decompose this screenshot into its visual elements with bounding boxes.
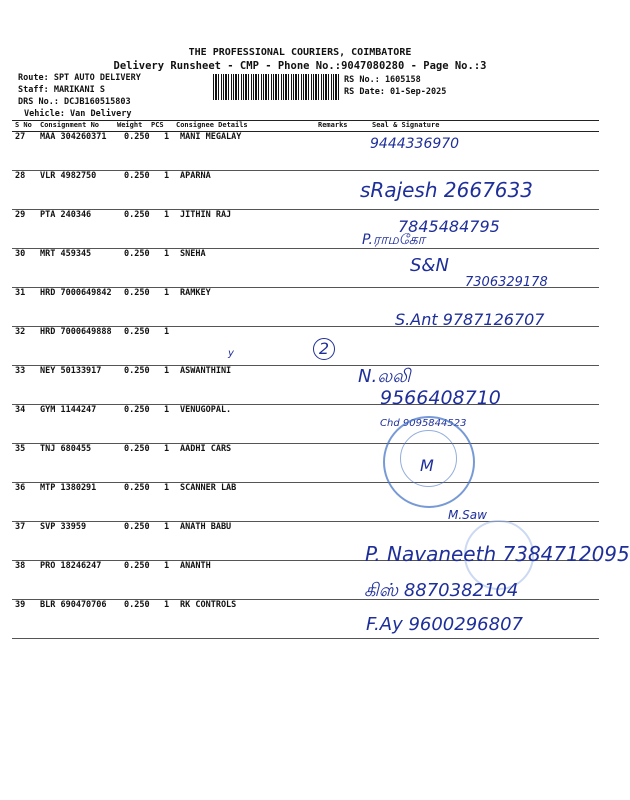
row-consignee: MANI MEGALAY	[180, 132, 242, 142]
row-consignment: MTP 1380291	[40, 483, 97, 493]
row-consignment: MRT 459345	[40, 249, 92, 259]
row-pcs: 1	[164, 522, 170, 532]
signature-31: S.Ant 9787126707	[395, 310, 545, 329]
page-title: THE PROFESSIONAL COURIERS, COIMBATORE	[188, 47, 412, 58]
rs-no: RS No.: 1605158	[344, 75, 421, 85]
row-pcs: 1	[164, 366, 170, 376]
table-row	[12, 444, 599, 483]
row-pcs: 1	[164, 444, 170, 454]
row-consignee: RK CONTROLS	[180, 600, 237, 610]
vehicle: Vehicle: Van Delivery	[24, 109, 132, 119]
route: Route: SPT AUTO DELIVERY	[18, 73, 141, 83]
row-pcs: 1	[164, 288, 170, 298]
row-sno: 30	[15, 249, 26, 259]
row-divider	[12, 638, 599, 639]
row-consignee: AADHI CARS	[180, 444, 232, 454]
row-sno: 34	[15, 405, 26, 415]
row-consignment: VLR 4982750	[40, 171, 97, 181]
row-sno: 35	[15, 444, 26, 454]
row-consignee: ASWANTHINI	[180, 366, 232, 376]
signature-30-mark: S&N	[410, 255, 449, 276]
row-consignment: GYM 1144247	[40, 405, 97, 415]
row-consignee: SNEHA	[180, 249, 206, 259]
col-seal: Seal & Signature	[372, 121, 440, 129]
barcode	[213, 74, 339, 100]
row-weight: 0.250	[124, 327, 150, 337]
row-weight: 0.250	[124, 171, 150, 181]
row-consignee: ANATH BABU	[180, 522, 232, 532]
staff: Staff: MARIKANI S	[18, 85, 105, 95]
row-consignee: ANANTH	[180, 561, 211, 571]
header-top-line	[12, 120, 599, 121]
row-weight: 0.250	[124, 132, 150, 142]
row-sno: 38	[15, 561, 26, 571]
table-row	[12, 210, 599, 249]
stray-mark: y	[228, 348, 234, 359]
col-consignee: Consignee Details	[176, 121, 248, 129]
col-consignment: Consignment No	[40, 121, 100, 129]
row-sno: 28	[15, 171, 26, 181]
col-sno: S No	[15, 121, 32, 129]
row-weight: 0.250	[124, 600, 150, 610]
row-weight: 0.250	[124, 405, 150, 415]
row-weight: 0.250	[124, 444, 150, 454]
row-consignee: VENUGOPAL.	[180, 405, 232, 415]
signature-29-phone: 7845484795	[398, 217, 500, 236]
table-row	[12, 483, 599, 522]
row-consignee: SCANNER LAB	[180, 483, 237, 493]
page-subtitle: Delivery Runsheet - CMP - Phone No.:9047080280 - Page No.:3	[113, 60, 487, 72]
signature-27: 9444336970	[370, 136, 460, 152]
row-pcs: 1	[164, 483, 170, 493]
row-consignment: HRD 7000649888	[40, 327, 112, 337]
row-consignment: PRO 18246247	[40, 561, 102, 571]
signature-28: sRajesh 2667633	[360, 178, 533, 202]
row-sno: 29	[15, 210, 26, 220]
row-pcs: 1	[164, 171, 170, 181]
table-row	[12, 327, 599, 366]
row-sno: 32	[15, 327, 26, 337]
row-pcs: 1	[164, 405, 170, 415]
row-consignment: NEY 50133917	[40, 366, 102, 376]
row-pcs: 1	[164, 210, 170, 220]
row-sno: 31	[15, 288, 26, 298]
signature-34: Chd 9095844523	[380, 418, 467, 429]
row-pcs: 1	[164, 249, 170, 259]
row-pcs: 1	[164, 327, 170, 337]
table-row	[12, 366, 599, 405]
row-weight: 0.250	[124, 210, 150, 220]
row-sno: 33	[15, 366, 26, 376]
row-consignment: MAA 304260371	[40, 132, 107, 142]
row-sno: 39	[15, 600, 26, 610]
row-sno: 36	[15, 483, 26, 493]
row-pcs: 1	[164, 132, 170, 142]
row-consignment: HRD 7000649842	[40, 288, 112, 298]
row-weight: 0.250	[124, 249, 150, 259]
signature-29: P.ராமகோ	[362, 232, 425, 248]
row-pcs: 1	[164, 600, 170, 610]
signature-33: 9566408710	[380, 387, 501, 409]
signature-32-circle: 2	[313, 338, 335, 360]
table-row	[12, 405, 599, 444]
col-weight: Weight	[117, 121, 143, 129]
row-sno: 37	[15, 522, 26, 532]
row-consignee: JITHIN RAJ	[180, 210, 232, 220]
row-consignee: APARNA	[180, 171, 211, 181]
signature-38: கிஸ் 8870382104	[364, 580, 519, 601]
col-remarks: Remarks	[318, 121, 348, 129]
row-consignee: RAMKEY	[180, 288, 211, 298]
row-sno: 27	[15, 132, 26, 142]
row-weight: 0.250	[124, 561, 150, 571]
row-weight: 0.250	[124, 288, 150, 298]
row-consignment: SVP 33959	[40, 522, 87, 532]
row-consignment: PTA 240346	[40, 210, 92, 220]
row-weight: 0.250	[124, 366, 150, 376]
rs-date: RS Date: 01-Sep-2025	[344, 87, 447, 97]
signature-33-name: N.லலி	[358, 366, 411, 387]
signature-37: P. Navaneeth 7384712095	[365, 542, 630, 566]
signature-39: F.Ay 9600296807	[366, 614, 523, 635]
row-weight: 0.250	[124, 522, 150, 532]
signature-36: M.Saw	[448, 508, 487, 522]
row-consignment: BLR 690470706	[40, 600, 107, 610]
stamp-signature: M	[420, 456, 434, 475]
col-pcs: PCS	[151, 121, 164, 129]
table-row	[12, 132, 599, 171]
row-weight: 0.250	[124, 483, 150, 493]
drs-no: DRS No.: DCJB160515803	[18, 97, 131, 107]
row-pcs: 1	[164, 561, 170, 571]
signature-30: 7306329178	[465, 275, 548, 290]
row-consignment: TNJ 680455	[40, 444, 92, 454]
